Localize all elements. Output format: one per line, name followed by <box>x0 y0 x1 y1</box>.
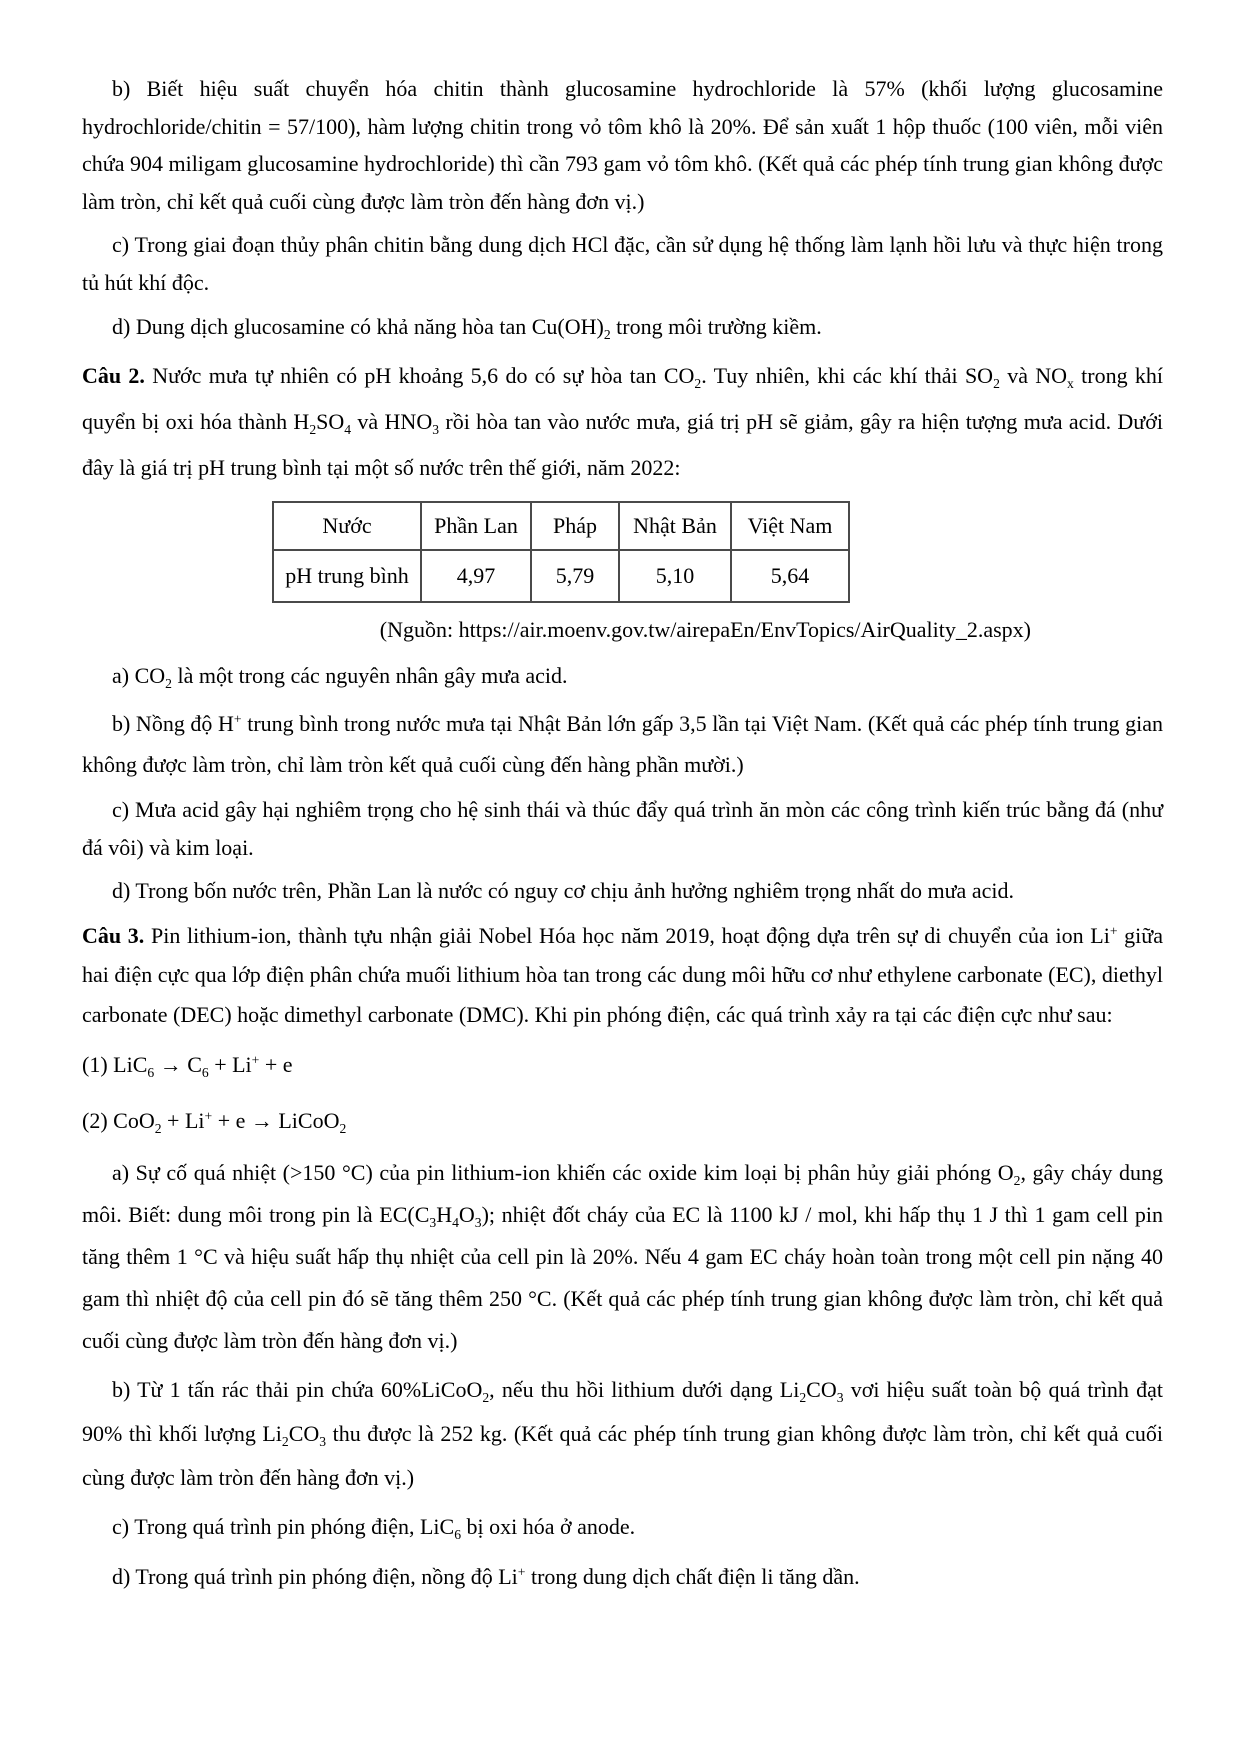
paragraph-q3-item-d: d) Trong quá trình pin phóng điện, nồng độ Li+ trong dung dịch chất điện li tăng dần. <box>112 1564 860 1589</box>
q3-intro-text: Pin lithium-ion, thành tựu nhận giải Nobel Hóa học năm 2019, hoạt động dựa trên sự di chuyển của ion Li+ giữa hai điện cực qua lớp điện phân chứa muối lithium hòa tan trong các dung môi hữu cơ như ethylene carbonate (EC), diethyl carbonate (DEC) hoặc dimethyl carbonate (DMC). Khi pin phóng điện, các quá trình xảy ra tại các điện cực như sau: <box>82 922 1163 1027</box>
table-data-row <box>273 550 849 602</box>
table-row-label: pH trung bình <box>273 550 421 602</box>
paragraph-q3-item-b: b) Từ 1 tấn rác thải pin chứa 60%LiCoO$_2$, nếu thu hồi lithium dưới dạng $Li_2CO_3$ vơi hiệu suất toàn bộ quá trình đạt 90% thì khối lượng $Li_2CO_3$ thu được là 252 kg. (Kết quả các phép tính trung gian không được làm tròn, chỉ kết quả cuối cùng được làm tròn đến hàng đơn vị.) <box>82 1377 1163 1490</box>
paragraph-q2-item-d: d) Trong bốn nước trên, Phần Lan là nước có nguy cơ chịu ảnh hưởng nghiêm trọng nhất do mưa acid. <box>112 878 1014 903</box>
paragraph-q2-heading <box>82 353 1163 491</box>
paragraph-q3-item-c: c) Trong quá trình pin phóng điện, LiC$_6$ bị oxi hóa ở anode. <box>112 1514 636 1542</box>
paragraph-q2-item-c: c) Mưa acid gây hại nghiêm trọng cho hệ sinh thái và thúc đẩy quá trình ăn mòn các công trình kiến trúc bằng đá (như đá vôi) và kim loại. <box>82 797 1163 860</box>
table-header-country: Nước <box>273 502 421 550</box>
equation-2: (2) CoO$_2$ + Li+ + e → LiCoO$_2$ <box>82 1108 347 1136</box>
q2-label: Câu 2. <box>82 363 145 388</box>
table-header-finland: Phần Lan <box>421 502 531 550</box>
table-value-finland: 4,97 <box>421 550 531 602</box>
q3-label: Câu 3. <box>82 922 145 948</box>
equation-1: (1) $LiC_6 \to C_6 + Li^+ + e$ <box>82 1052 293 1080</box>
table-value-france: 5,79 <box>531 550 619 602</box>
paragraph-q1-item-d: d) Dung dịch glucosamine có khả năng hòa $\tan Cu(OH)_2$ trong môi trường kiềm. <box>112 314 822 342</box>
paragraph-q1-item-c: c) Trong giai đoạn thủy phân chitin bằng dung dịch HCl đặc, cần sử dụng hệ thống làm lạnh hồi lưu và thực hiện trong tủ hút khí độc. <box>82 232 1163 295</box>
table-header-vietnam: Việt Nam <box>731 502 849 550</box>
paragraph-q2-item-a: a) $CO_2$ là một trong các nguyên nhân gây mưa acid. <box>112 663 568 691</box>
table-value-japan: 5,10 <box>619 550 731 602</box>
table-header-france: Pháp <box>531 502 619 550</box>
q2-intro-text: Nước mưa tự nhiên có pH khoảng 5,6 do có sự hòa $\tan CO_2$. Tuy nhiên, khi các khí thải $SO_2$ và $NO_x$ trong khí quyển bị oxi hóa thành $H_2SO_4$ và $HNO_3$ rồi hòa tan vào nước mưa, giá trị pH sẽ giảm, gây ra hiện tượng mưa acid. Dưới đây là giá trị pH trung bình tại một số nước trên thế giới, năm 2022: <box>82 363 1163 480</box>
paragraph-q3-item-a: a) Sự cố quá nhiệt (>150 °C) của pin lithium-ion khiến các oxide kim loại bị phân hủy giải phóng $O_2$, gây cháy dung môi. Biết: dung môi trong pin là $EC(C_3H_4O_3)$; nhiệt đốt cháy của EC là 1100 kJ / mol, khi hấp thụ 1 J thì 1 gam cell pin tăng thêm 1 °C và hiệu suất hấp thụ nhiệt của cell pin là 20%. Nếu 4 gam EC cháy hoàn toàn trong một cell pin nặng 40 gam thì nhiệt độ của cell pin đó sẽ tăng thêm 250 °C. (Kết quả các phép tính trung gian không được làm tròn, chỉ kết quả cuối cùng được làm tròn đến hàng đơn vị.) <box>82 1160 1163 1353</box>
paragraph-q1-item-b: b) Biết hiệu suất chuyển hóa chitin thành glucosamine hydrochloride là 57% (khối lượng glucosamine hydrochloride/chitin = 57/100), hàm lượng chitin trong vỏ tôm khô là 20%. Để sản xuất 1 hộp thuốc (100 viên, mỗi viên chứa 904 miligam glucosamine hydrochloride) thì cần 793 gam vỏ tôm khô. (Kết quả các phép tính trung gian không được làm tròn, chỉ kết quả cuối cùng được làm tròn đến hàng đơn vị.) <box>82 76 1163 214</box>
paragraph-q3-heading <box>82 916 1163 1035</box>
table-source-note: (Nguồn: https://air.moenv.gov.tw/airepaEn/EnvTopics/AirQuality_2.aspx) <box>379 617 1031 642</box>
ph-table <box>272 501 850 603</box>
table-header-japan: Nhật Bản <box>619 502 731 550</box>
table-value-vietnam: 5,64 <box>731 550 849 602</box>
table-header-row <box>273 502 849 550</box>
paragraph-q2-item-b: b) Nồng độ H+ trung bình trong nước mưa tại Nhật Bản lớn gấp 3,5 lần tại Việt Nam. (Kết quả các phép tính trung gian không được làm tròn, chỉ làm tròn kết quả cuối cùng đến hàng phần mười.) <box>82 711 1163 777</box>
